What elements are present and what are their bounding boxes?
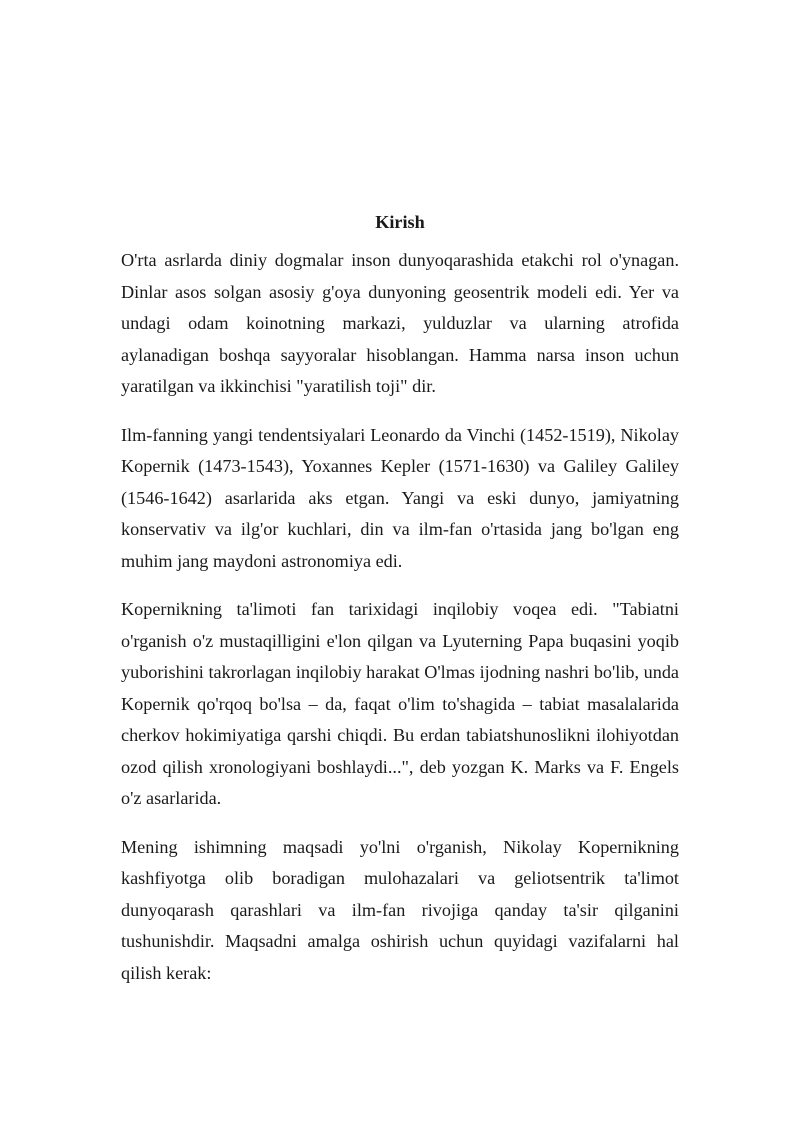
section-title: Kirish: [375, 212, 425, 232]
document-body: [121, 204, 679, 1006]
paragraph-1: O'rta asrlarda diniy dogmalar inson dunyoqarashida etakchi rol o'ynagan. Dinlar asos solgan asosiy g'oya dunyoning geosentrik modeli edi. Yer va undagi odam koinotning markazi, yulduzlar va ularning atrofida aylanadigan boshqa sayyoralar hisoblangan. Hamma narsa inson uchun yaratilgan va ikkinchisi "yaratilish toji" dir.: [121, 250, 679, 396]
paragraph-4: Mening ishimning maqsadi yo'lni o'rganish, Nikolay Kopernikning kashfiyotga olib boradigan mulohazalari va geliotsentrik ta'limot dunyoqarash qarashlari va ilm-fan rivojiga qanday ta'sir qilganini tushunishdir. Maqsadni amalga oshirish uchun quyidagi vazifalarni hal qilish kerak:: [121, 836, 679, 983]
paragraph-2: Ilm-fanning yangi tendentsiyalari Leonardo da Vinchi (1452-1519), Nikolay Kopernik (1473-1543), Yoxannes Kepler (1571-1630) va Galiley Galiley (1546-1642) asarlarida aks etgan. Yangi va eski dunyo, jamiyatning konservativ va ilg'or kuchlari, din va ilm-fan o'rtasida jang bo'lgan eng muhim jang maydoni astronomiya edi.: [121, 424, 679, 571]
paragraph-3: Kopernikning ta'limoti fan tarixidagi inqilobiy voqea edi. "Tabiatni o'rganish o'z mustaqilligini e'lon qilgan va Lyuterning Papa buqasini yoqib yuborishini takrorlagan inqilobiy harakat O'lmas ijodning nashri bo'lib, unda Kopernik qo'rqoq bo'lsa – da, faqat o'lim to'shagida – tabiat masalalarida cherkov hokimiyatiga qarshi chiqdi. Bu erdan tabiatshunoslikni ilohiyotdan ozod qilish xronologiyani boshlaydi...", deb yozgan K. Marks va F. Engels o'z asarlarida.: [121, 599, 679, 808]
